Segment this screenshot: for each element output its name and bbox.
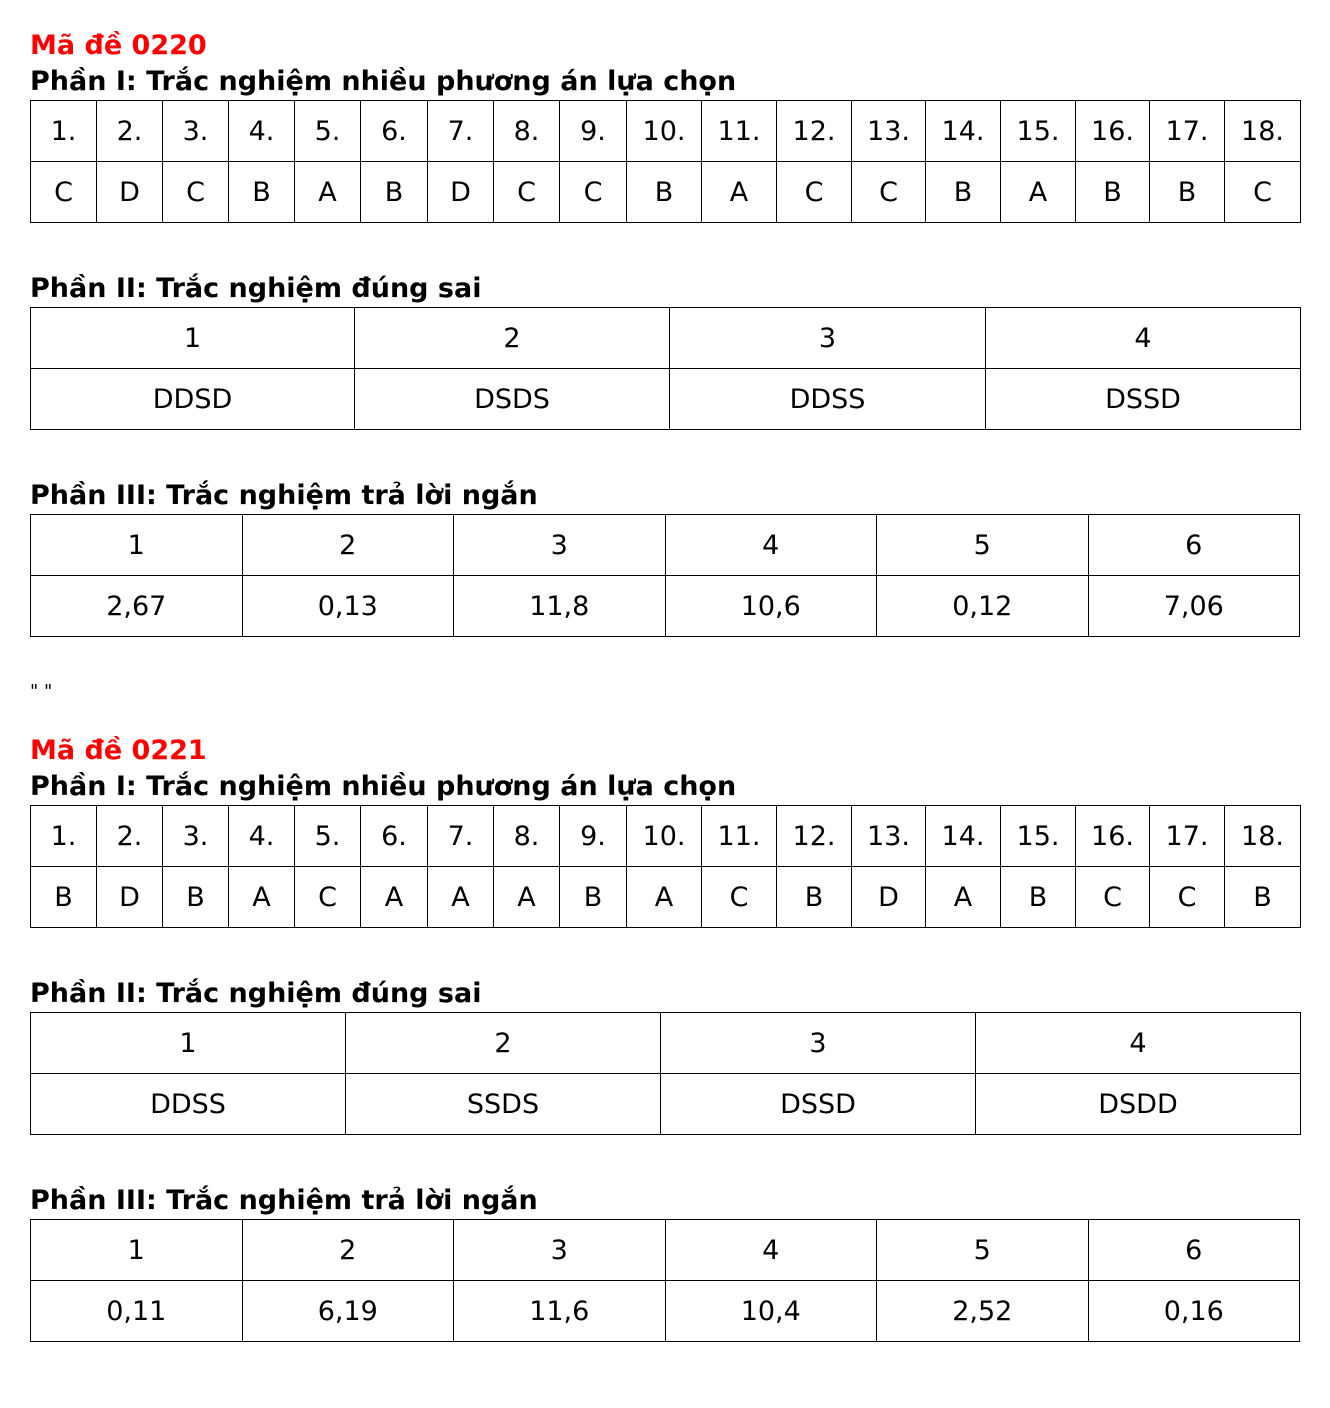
exam-block-0220 — [30, 28, 1300, 637]
question-number: 13. — [852, 806, 926, 867]
question-number: 5 — [877, 515, 1089, 576]
answer-row — [31, 1281, 1300, 1342]
question-number: 2. — [97, 806, 163, 867]
answer-cell: DDSS — [31, 1074, 346, 1135]
answer-cell: B — [777, 867, 852, 928]
part2-answer-table — [30, 307, 1301, 430]
answer-cell: DDSD — [31, 369, 355, 430]
question-number: 14. — [926, 806, 1001, 867]
answer-row — [31, 867, 1301, 928]
question-number: 12. — [777, 806, 852, 867]
answer-cell: A — [428, 867, 494, 928]
question-number: 3 — [661, 1013, 976, 1074]
part3-title: Phần III: Trắc nghiệm trả lời ngắn — [30, 1185, 538, 1216]
answer-cell: DSSD — [661, 1074, 976, 1135]
question-number: 4. — [229, 101, 295, 162]
answer-cell: 2,52 — [877, 1281, 1089, 1342]
answer-cell: B — [1225, 867, 1301, 928]
part3-answer-table — [30, 1219, 1300, 1342]
part2-answer-table — [30, 1012, 1301, 1135]
question-number: 6. — [361, 806, 428, 867]
question-number: 16. — [1076, 101, 1150, 162]
question-number: 4 — [986, 308, 1301, 369]
question-number: 5. — [295, 101, 361, 162]
answer-cell: C — [494, 162, 560, 223]
question-number: 3 — [454, 1220, 666, 1281]
answer-cell: C — [295, 867, 361, 928]
answer-cell: C — [31, 162, 97, 223]
answer-row — [31, 1074, 1301, 1135]
part1-answer-table — [30, 805, 1301, 928]
question-number: 2 — [355, 308, 670, 369]
question-number: 8. — [494, 101, 560, 162]
question-number: 1 — [31, 1220, 243, 1281]
answer-cell: C — [163, 162, 229, 223]
answer-key-page — [30, 28, 1300, 1342]
question-number: 3. — [163, 806, 229, 867]
answer-cell: C — [560, 162, 627, 223]
answer-row — [31, 576, 1300, 637]
answer-cell: DDSS — [670, 369, 986, 430]
question-number: 18. — [1225, 806, 1301, 867]
question-number: 2 — [242, 1220, 454, 1281]
answer-cell: A — [1001, 162, 1076, 223]
part2-title: Phần II: Trắc nghiệm đúng sai — [30, 978, 482, 1009]
answer-cell: D — [852, 867, 926, 928]
question-number: 3 — [670, 308, 986, 369]
answer-cell: B — [1001, 867, 1076, 928]
exam-block-0221 — [30, 733, 1300, 1342]
answer-cell: SSDS — [346, 1074, 661, 1135]
answer-cell: A — [361, 867, 428, 928]
question-number: 17. — [1150, 101, 1225, 162]
question-number: 4 — [976, 1013, 1301, 1074]
answer-cell: A — [229, 867, 295, 928]
question-number: 11. — [702, 806, 777, 867]
answer-row — [31, 162, 1301, 223]
separator-quotes: " " — [30, 681, 53, 702]
answer-cell: A — [295, 162, 361, 223]
question-number: 2. — [97, 101, 163, 162]
question-number-row — [31, 806, 1301, 867]
question-number: 11. — [702, 101, 777, 162]
answer-cell: C — [777, 162, 852, 223]
question-number: 3. — [163, 101, 229, 162]
answer-cell: B — [229, 162, 295, 223]
question-number: 10. — [627, 806, 702, 867]
answer-cell: B — [163, 867, 229, 928]
question-number-row — [31, 1013, 1301, 1074]
question-number: 4 — [665, 515, 877, 576]
question-number: 16. — [1076, 806, 1150, 867]
question-number: 13. — [852, 101, 926, 162]
question-number: 7. — [428, 101, 494, 162]
answer-cell: B — [31, 867, 97, 928]
question-number: 15. — [1001, 101, 1076, 162]
answer-cell: 2,67 — [31, 576, 243, 637]
question-number: 15. — [1001, 806, 1076, 867]
answer-cell: C — [1150, 867, 1225, 928]
exam-code-title: Mã đề 0220 — [30, 30, 207, 61]
part1-title: Phần I: Trắc nghiệm nhiều phương án lựa chọn — [30, 771, 737, 802]
answer-cell: B — [560, 867, 627, 928]
answer-cell: DSDS — [355, 369, 670, 430]
question-number: 1. — [31, 101, 97, 162]
answer-cell: B — [627, 162, 702, 223]
answer-cell: A — [494, 867, 560, 928]
answer-cell: D — [428, 162, 494, 223]
question-number: 9. — [560, 806, 627, 867]
part3-answer-table — [30, 514, 1300, 637]
answer-cell: 0,12 — [877, 576, 1089, 637]
question-number: 10. — [627, 101, 702, 162]
question-number: 8. — [494, 806, 560, 867]
question-number: 12. — [777, 101, 852, 162]
question-number: 9. — [560, 101, 627, 162]
answer-cell: A — [702, 162, 777, 223]
answer-cell: 0,16 — [1088, 1281, 1300, 1342]
question-number: 17. — [1150, 806, 1225, 867]
answer-cell: B — [1076, 162, 1150, 223]
answer-cell: 11,8 — [454, 576, 666, 637]
answer-cell: C — [1225, 162, 1301, 223]
part2-title: Phần II: Trắc nghiệm đúng sai — [30, 273, 482, 304]
question-number: 14. — [926, 101, 1001, 162]
question-number: 6 — [1088, 1220, 1300, 1281]
answer-cell: 11,6 — [454, 1281, 666, 1342]
question-number-row — [31, 515, 1300, 576]
part3-title: Phần III: Trắc nghiệm trả lời ngắn — [30, 480, 538, 511]
answer-cell: B — [926, 162, 1001, 223]
question-number: 6 — [1088, 515, 1300, 576]
question-number: 2 — [242, 515, 454, 576]
question-number: 2 — [346, 1013, 661, 1074]
question-number: 1 — [31, 1013, 346, 1074]
question-number: 5. — [295, 806, 361, 867]
answer-cell: A — [926, 867, 1001, 928]
answer-cell: 10,4 — [665, 1281, 877, 1342]
question-number-row — [31, 1220, 1300, 1281]
exam-code-title: Mã đề 0221 — [30, 735, 207, 766]
answer-cell: 10,6 — [665, 576, 877, 637]
answer-cell: D — [97, 162, 163, 223]
answer-cell: 7,06 — [1088, 576, 1300, 637]
answer-cell: DSSD — [986, 369, 1301, 430]
question-number-row — [31, 101, 1301, 162]
question-number: 4. — [229, 806, 295, 867]
answer-cell: 0,13 — [242, 576, 454, 637]
question-number-row — [31, 308, 1301, 369]
answer-cell: B — [361, 162, 428, 223]
answer-cell: 0,11 — [31, 1281, 243, 1342]
question-number: 3 — [454, 515, 666, 576]
question-number: 1 — [31, 308, 355, 369]
question-number: 7. — [428, 806, 494, 867]
answer-row — [31, 369, 1301, 430]
question-number: 5 — [877, 1220, 1089, 1281]
answer-cell: C — [702, 867, 777, 928]
answer-cell: DSDD — [976, 1074, 1301, 1135]
part1-answer-table — [30, 100, 1301, 223]
question-number: 1 — [31, 515, 243, 576]
answer-cell: C — [852, 162, 926, 223]
part1-title: Phần I: Trắc nghiệm nhiều phương án lựa chọn — [30, 66, 737, 97]
question-number: 6. — [361, 101, 428, 162]
question-number: 18. — [1225, 101, 1301, 162]
question-number: 1. — [31, 806, 97, 867]
question-number: 4 — [665, 1220, 877, 1281]
answer-cell: B — [1150, 162, 1225, 223]
answer-cell: C — [1076, 867, 1150, 928]
answer-cell: 6,19 — [242, 1281, 454, 1342]
answer-cell: A — [627, 867, 702, 928]
answer-cell: D — [97, 867, 163, 928]
